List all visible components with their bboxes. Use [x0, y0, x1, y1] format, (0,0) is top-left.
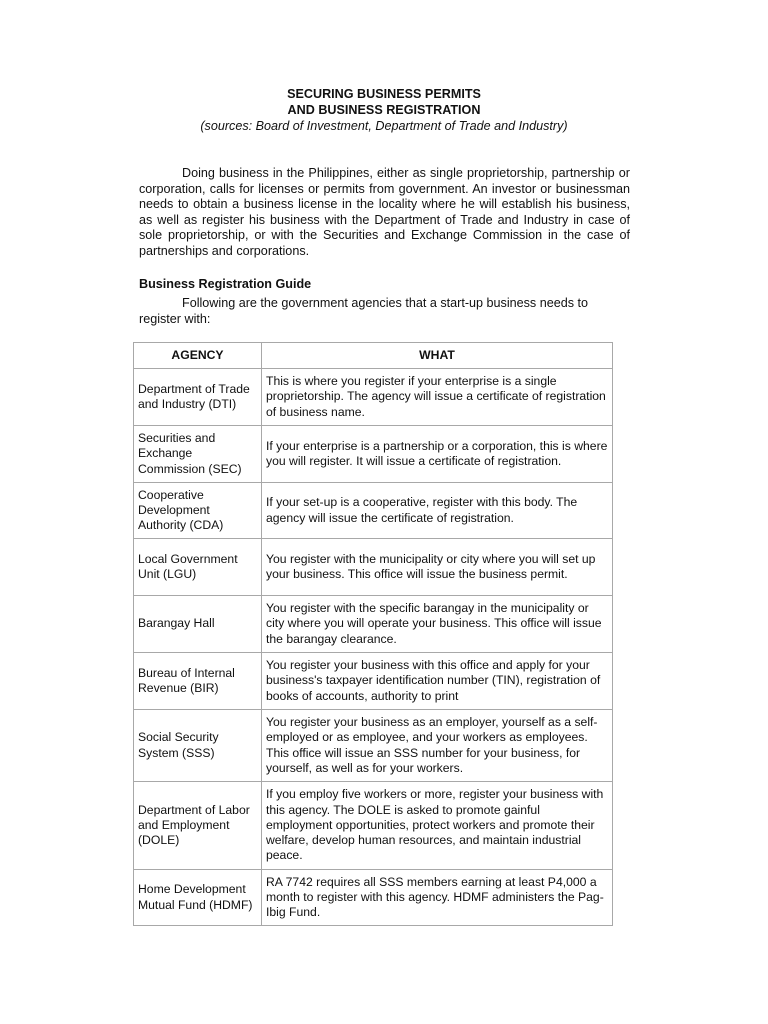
table-row: [134, 870, 613, 926]
agency-cell: Department of Trade and Industry (DTI): [134, 369, 262, 426]
agency-cell: Social Security System (SSS): [134, 710, 262, 782]
table-row: [134, 483, 613, 539]
what-cell: If you employ five workers or more, register your business with this agency. The DOLE is asked to promote gainful employment opportunities, protect workers and promote their welfare, develop human resources, and maintain industrial peace.: [262, 782, 613, 870]
document-title-line-2: AND BUSINESS REGISTRATION: [287, 103, 481, 117]
what-cell: You register with the specific barangay in the municipality or city where you will operate your business. This office will issue the barangay clearance.: [262, 596, 613, 653]
agency-cell: Local Government Unit (LGU): [134, 539, 262, 596]
document-title-line-1: SECURING BUSINESS PERMITS: [287, 87, 481, 101]
agency-cell: Bureau of Internal Revenue (BIR): [134, 653, 262, 710]
table-row: [134, 653, 613, 710]
header-what: WHAT: [262, 343, 613, 369]
section-heading: Business Registration Guide: [139, 277, 312, 291]
table-row: [134, 782, 613, 870]
sources-note: (sources: Board of Investment, Department of Trade and Industry): [200, 119, 568, 133]
what-cell: You register your business as an employer, yourself as a self-employed or as employee, and your workers as employees. This office will issue an SSS number for your business, for yourself, as well as for your workers.: [262, 710, 613, 782]
intro-paragraph: Doing business in the Philippines, either as single proprietorship, partnership or corporation, calls for licenses or permits from government. An investor or businessman needs to obtain a business license in the locality where he will establish his business, as well as register his business with the Department of Trade and Industry in case of sole proprietorship, or with the Securities and Exchange Commission in the case of partnerships and corporations.: [139, 166, 630, 258]
what-cell: You register with the municipality or city where you will set up your business. This office will issue the business permit.: [262, 539, 613, 596]
agency-cell: Barangay Hall: [134, 596, 262, 653]
what-cell: You register your business with this office and apply for your business's taxpayer identification number (TIN), registration of books of accounts, authority to print: [262, 653, 613, 710]
agency-cell: Securities and Exchange Commission (SEC): [134, 426, 262, 483]
table-row: [134, 369, 613, 426]
agency-table: [133, 342, 613, 926]
agency-cell: Home Development Mutual Fund (HDMF): [134, 870, 262, 926]
lead-paragraph: Following are the government agencies that a start-up business needs to register with:: [139, 296, 589, 326]
table-row: [134, 539, 613, 596]
table-header-row: [134, 343, 613, 369]
agency-cell: Cooperative Development Authority (CDA): [134, 483, 262, 539]
what-cell: This is where you register if your enterprise is a single proprietorship. The agency will issue a certificate of registration of business name.: [262, 369, 613, 426]
header-agency: AGENCY: [134, 343, 262, 369]
what-cell: If your set-up is a cooperative, register with this body. The agency will issue the certificate of registration.: [262, 483, 613, 539]
what-cell: RA 7742 requires all SSS members earning at least P4,000 a month to register with this agency. HDMF administers the Pag-Ibig Fund.: [262, 870, 613, 926]
table-row: [134, 596, 613, 653]
table-row: [134, 426, 613, 483]
agency-cell: Department of Labor and Employment (DOLE): [134, 782, 262, 870]
what-cell: If your enterprise is a partnership or a corporation, this is where you will register. It will issue a certificate of registration.: [262, 426, 613, 483]
table-row: [134, 710, 613, 782]
